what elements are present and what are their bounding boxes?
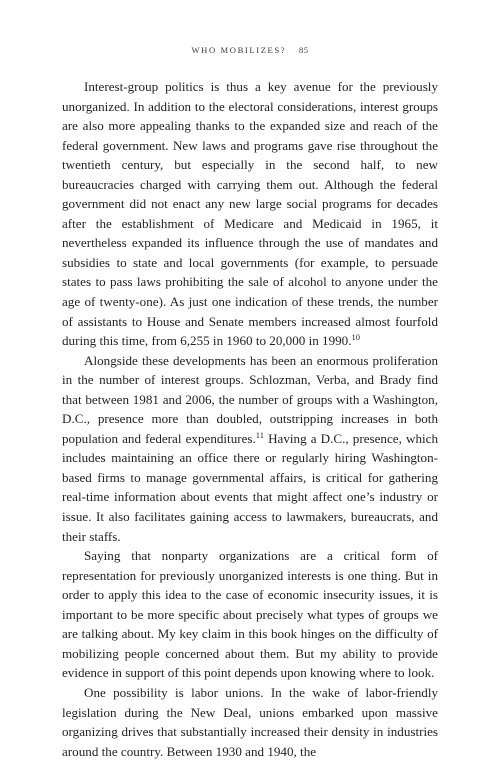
paragraph-3 bbox=[62, 546, 438, 683]
paragraph-text: Interest-group politics is thus a key avenue for the previously unorganized. In addition to the electoral considerations, interest groups are also more appealing thanks to the expanded size and reach of the federal government. New laws and programs gave rise throughout the twentieth century, but especially in the second half, to new bureaucracies charged with carrying them out. Although the federal government did not enact any new large social programs for decades after the establishment of Medicare and Medicaid in 1965, it nevertheless expanded its influence through the use of mandates and subsidies to state and local governments (for example, to persuade states to pass laws prohibiting the sale of alcohol to anyone under the age of twenty-one). As just one indication of these trends, the number of assistants to House and Senate members increased almost fourfold during this time, from 6,255 in 1960 to 20,000 in 1990. bbox=[62, 79, 438, 349]
paragraph-text: Alongside these developments has been an enormous proliferation in the number of interest groups. Schlozman, Verba, and Brady find that between 1981 and 2006, the number of groups with a Washington, D.C., presence more than doubled, outstripping increases in both population and federal expenditures. bbox=[62, 352, 438, 446]
paragraph-text: Having a D.C., presence, which includes maintaining an office there or regularly hiring Washington-based firms to manage governmental affairs, is critical for gathering real-time information about events that might affect one’s industry or issue. It also facilitates gaining access to lawmakers, bureaucrats, and their staffs. bbox=[62, 430, 438, 544]
running-head-title: WHO MOBILIZES? bbox=[191, 45, 287, 55]
paragraph-4 bbox=[62, 683, 438, 761]
footnote-ref: 10 bbox=[351, 332, 361, 343]
page-number: 85 bbox=[298, 45, 309, 55]
paragraph-1 bbox=[62, 77, 438, 351]
paragraph-text: Saying that nonparty organizations are a critical form of representation for previously unorganized interests is one thing. But in order to apply this idea to the case of economic insecurity issues, it is important to be more specific about precisely what types of groups we are talking about. My key claim in this book hinges on the difficulty of mobilizing people concerned about them. But my ability to provide evidence in support of this point depends upon knowing where to look. bbox=[62, 548, 438, 681]
paragraph-2 bbox=[62, 351, 438, 546]
footnote-ref: 11 bbox=[255, 429, 264, 440]
paragraph-text: One possibility is labor unions. In the wake of labor-friendly legislation during the New Deal, unions embarked upon massive organizing drives that substantially increased their density in industries around the country. Between 1930 and 1940, the bbox=[62, 684, 438, 759]
running-head bbox=[0, 45, 500, 55]
body-text bbox=[62, 77, 438, 761]
